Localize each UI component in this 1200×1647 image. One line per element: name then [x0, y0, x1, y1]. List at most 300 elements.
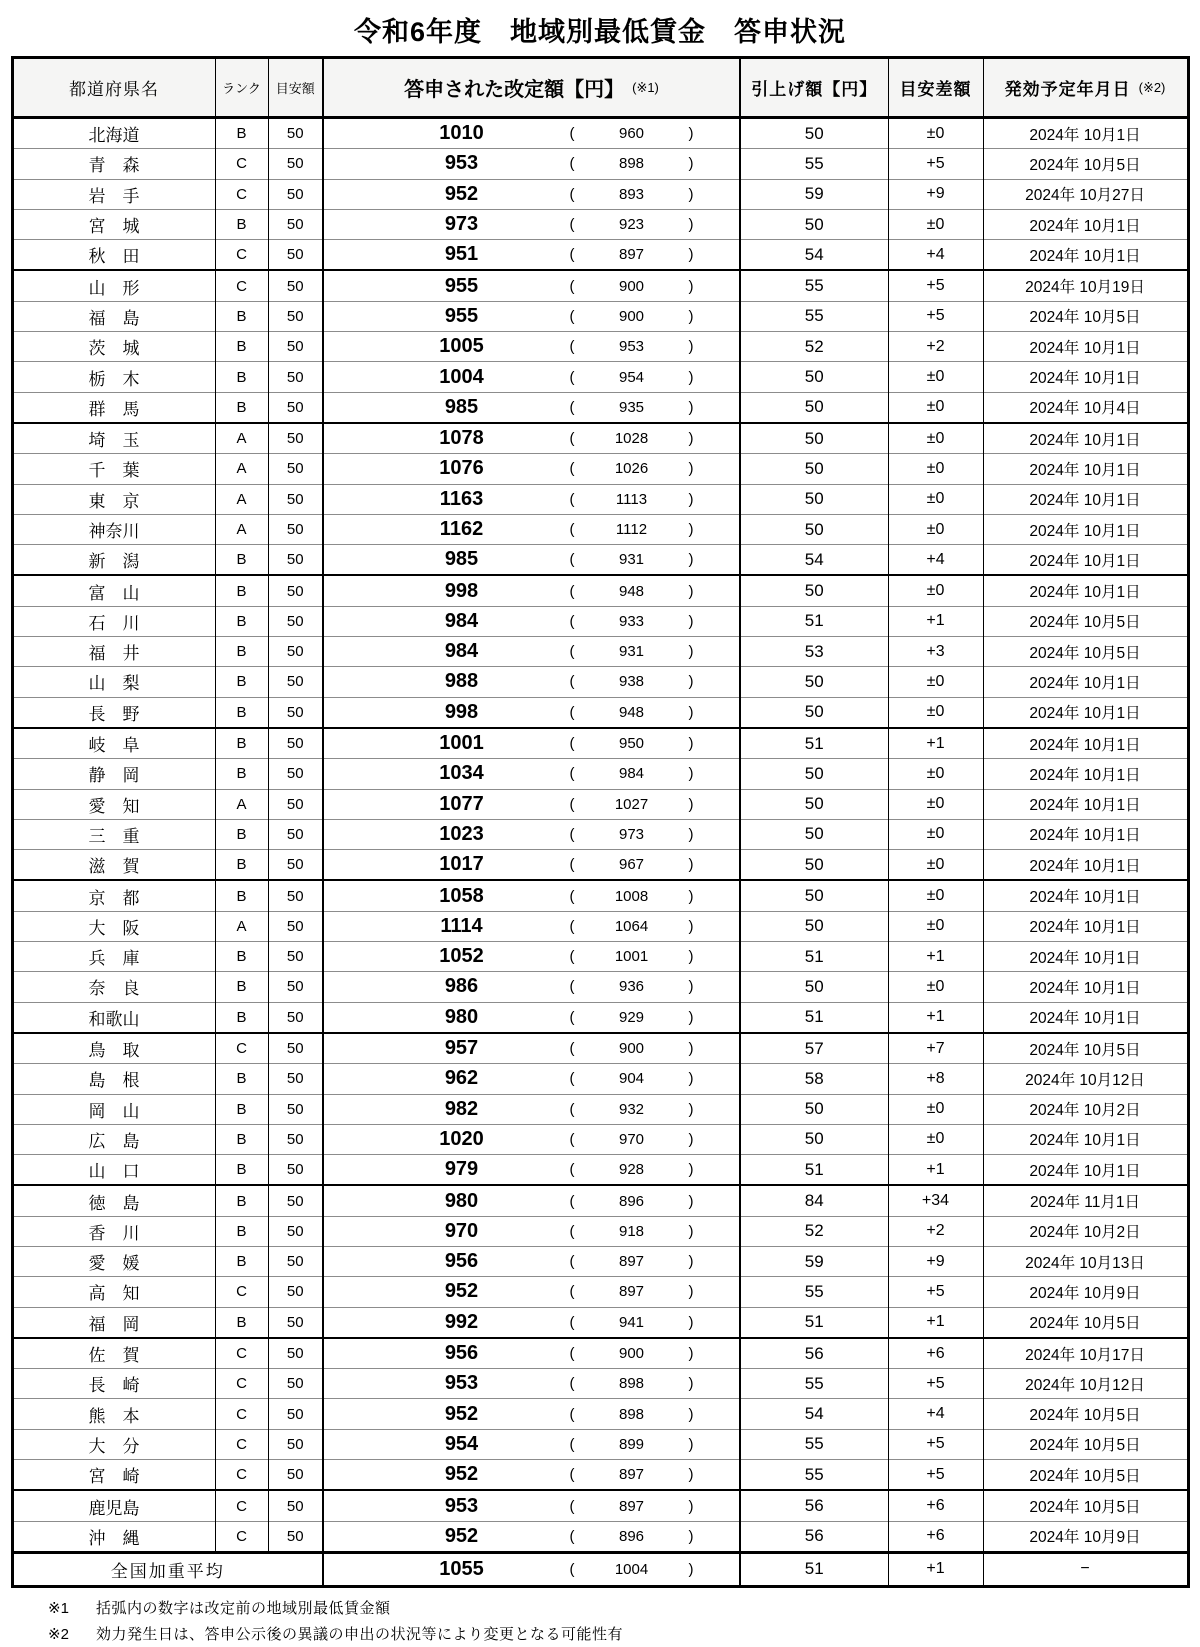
prefecture-name: 宮 城: [12, 209, 215, 239]
revised-old-amount: 893: [618, 185, 645, 203]
paren-close: ): [688, 185, 694, 203]
table-row: [12, 1216, 1188, 1246]
revised-old-amount-paren: [562, 1040, 702, 1057]
raise-amount: 55: [740, 1429, 888, 1459]
table-row: [12, 789, 1188, 819]
paren-close: ): [688, 735, 694, 753]
paren-open: (: [569, 1253, 575, 1271]
paren-open: (: [569, 246, 575, 264]
revised-old-amount-paren: [562, 643, 702, 660]
effective-date: 2024年 10月1日: [983, 484, 1188, 514]
paren-open: (: [569, 277, 575, 295]
paren-close: ): [688, 307, 694, 325]
paren-close: ): [688, 1192, 694, 1210]
guide-difference: +3: [888, 637, 983, 667]
prefecture-name: 和歌山: [12, 1002, 215, 1033]
raise-amount: 50: [740, 850, 888, 881]
prefecture-name: 東 京: [12, 484, 215, 514]
table-row: [12, 454, 1188, 484]
table-row: [12, 1521, 1188, 1552]
table-row: [12, 1094, 1188, 1124]
effective-date: 2024年 10月5日: [983, 149, 1188, 179]
guide-amount: 50: [268, 514, 323, 544]
guide-difference: ±0: [888, 209, 983, 239]
revised-old-amount-paren: [562, 735, 702, 752]
revised-new-amount: 998: [444, 700, 479, 723]
prefecture-name: 徳 島: [12, 1185, 215, 1216]
table-row: [12, 850, 1188, 881]
rank-value: B: [215, 850, 268, 881]
summary-effective-date: −: [983, 1552, 1188, 1586]
revised-old-amount: 928: [618, 1161, 645, 1179]
summary-label: 全国加重平均: [12, 1552, 323, 1586]
rank-value: B: [215, 1185, 268, 1216]
prefecture-name: 山 形: [12, 270, 215, 301]
revised-old-amount: 1008: [614, 887, 649, 905]
prefecture-name: 石 川: [12, 606, 215, 636]
raise-amount: 50: [740, 911, 888, 941]
table-row: [12, 1124, 1188, 1154]
guide-difference: +2: [888, 332, 983, 362]
guide-amount: 50: [268, 1490, 323, 1521]
table-row: [12, 759, 1188, 789]
guide-difference: +5: [888, 1460, 983, 1491]
paren-close: ): [688, 1222, 694, 1240]
raise-amount: 54: [740, 545, 888, 576]
paren-close: ): [688, 825, 694, 843]
guide-difference: +9: [888, 179, 983, 209]
guide-amount: 50: [268, 942, 323, 972]
paren-close: ): [688, 246, 694, 264]
table-row: [12, 1277, 1188, 1307]
raise-amount: 52: [740, 1216, 888, 1246]
col-header-diff: 目安差額: [888, 58, 983, 118]
revised-old-amount: 897: [618, 1497, 645, 1515]
col-header-effective-label: 発効予定年月日: [1004, 80, 1131, 99]
raise-amount: 50: [740, 392, 888, 423]
guide-amount: 50: [268, 1338, 323, 1369]
guide-amount: 50: [268, 1002, 323, 1033]
rank-value: B: [215, 972, 268, 1002]
revised-old-amount: 932: [618, 1100, 645, 1118]
revised-new-amount: 952: [444, 1402, 479, 1425]
guide-amount: 50: [268, 1064, 323, 1094]
revised-new-amount: 954: [444, 1432, 479, 1455]
prefecture-name: 愛 知: [12, 789, 215, 819]
paren-open: (: [569, 1222, 575, 1240]
raise-amount: 56: [740, 1338, 888, 1369]
summary-old-amount-paren: [562, 1561, 702, 1578]
revised-amount: [323, 301, 740, 331]
guide-amount: 50: [268, 819, 323, 849]
prefecture-name: 山 口: [12, 1155, 215, 1186]
paren-close: ): [688, 338, 694, 356]
revised-old-amount: 933: [618, 612, 645, 630]
revised-amount: [323, 1521, 740, 1552]
paren-close: ): [688, 856, 694, 874]
paren-open: (: [569, 125, 575, 143]
paren-open: (: [569, 1008, 575, 1026]
paren-close: ): [688, 1008, 694, 1026]
revised-amount: [323, 942, 740, 972]
rank-value: A: [215, 423, 268, 454]
revised-old-amount-paren: [562, 338, 702, 355]
paren-close: ): [688, 430, 694, 448]
revised-old-amount: 936: [618, 978, 645, 996]
table-row: [12, 392, 1188, 423]
rank-value: B: [215, 1094, 268, 1124]
guide-difference: ±0: [888, 759, 983, 789]
effective-date: 2024年 10月5日: [983, 1307, 1188, 1338]
revised-old-amount-paren: [562, 246, 702, 263]
guide-difference: ±0: [888, 819, 983, 849]
paren-open: (: [569, 1435, 575, 1453]
paren-close: ): [688, 490, 694, 508]
revised-old-amount-paren: [562, 1466, 702, 1483]
guide-difference: +7: [888, 1033, 983, 1064]
effective-date: 2024年 10月1日: [983, 118, 1188, 149]
revised-old-amount-paren: [562, 216, 702, 233]
paren-open: (: [569, 795, 575, 813]
col-header-prefecture: 都道府県名: [12, 58, 215, 118]
revised-new-amount: 953: [444, 152, 479, 175]
table-row: [12, 575, 1188, 606]
table-row: [12, 209, 1188, 239]
effective-date: 2024年 10月1日: [983, 545, 1188, 576]
guide-difference: +4: [888, 1399, 983, 1429]
raise-amount: 55: [740, 149, 888, 179]
revised-old-amount: 931: [618, 643, 645, 661]
effective-date: 2024年 10月12日: [983, 1369, 1188, 1399]
revised-old-amount: 967: [618, 856, 645, 874]
prefecture-name: 茨 城: [12, 332, 215, 362]
paren-close: ): [688, 1345, 694, 1363]
revised-amount: [323, 789, 740, 819]
guide-difference: +6: [888, 1338, 983, 1369]
paren-open: (: [569, 551, 575, 569]
revised-amount: [323, 1216, 740, 1246]
revised-old-amount: 970: [618, 1130, 645, 1148]
revised-old-amount: 973: [618, 825, 645, 843]
paren-open: (: [569, 1345, 575, 1363]
revised-amount: [323, 270, 740, 301]
revised-amount: [323, 484, 740, 514]
table-row: [12, 1429, 1188, 1459]
prefecture-name: 群 馬: [12, 392, 215, 423]
table-row: [12, 1002, 1188, 1033]
rank-value: C: [215, 179, 268, 209]
raise-amount: 55: [740, 1369, 888, 1399]
revised-amount: [323, 1033, 740, 1064]
guide-amount: 50: [268, 1216, 323, 1246]
guide-difference: ±0: [888, 697, 983, 728]
guide-amount: 50: [268, 545, 323, 576]
revised-amount: [323, 972, 740, 1002]
prefecture-name: 岩 手: [12, 179, 215, 209]
revised-old-amount: 898: [618, 1405, 645, 1423]
revised-old-amount-paren: [562, 1314, 702, 1331]
paren-open: (: [569, 673, 575, 691]
paren-open: (: [569, 430, 575, 448]
rank-value: B: [215, 332, 268, 362]
revised-old-amount: 897: [618, 1283, 645, 1301]
guide-difference: ±0: [888, 118, 983, 149]
guide-amount: 50: [268, 911, 323, 941]
prefecture-name: 京 都: [12, 880, 215, 911]
revised-old-amount: 984: [618, 765, 645, 783]
revised-amount: [323, 1460, 740, 1491]
paren-close: ): [688, 1560, 694, 1578]
paren-open: (: [569, 1560, 575, 1578]
paren-open: (: [569, 1375, 575, 1393]
revised-amount: [323, 1064, 740, 1094]
raise-amount: 55: [740, 1460, 888, 1491]
effective-date: 2024年 10月9日: [983, 1521, 1188, 1552]
paren-close: ): [688, 277, 694, 295]
raise-amount: 58: [740, 1064, 888, 1094]
revised-amount: [323, 149, 740, 179]
revised-old-amount: 900: [618, 277, 645, 295]
table-row: [12, 362, 1188, 392]
prefecture-name: 岐 阜: [12, 728, 215, 759]
raise-amount: 51: [740, 1155, 888, 1186]
guide-amount: 50: [268, 362, 323, 392]
paren-close: ): [688, 368, 694, 386]
effective-date: 2024年 10月1日: [983, 454, 1188, 484]
guide-amount: 50: [268, 179, 323, 209]
revised-old-amount-paren: [562, 1498, 702, 1515]
effective-date: 2024年 10月4日: [983, 392, 1188, 423]
raise-amount: 50: [740, 454, 888, 484]
rank-value: B: [215, 301, 268, 331]
guide-difference: +5: [888, 270, 983, 301]
guide-amount: 50: [268, 1155, 323, 1186]
guide-difference: +5: [888, 1369, 983, 1399]
revised-old-amount: 1001: [614, 948, 649, 966]
prefecture-name: 岡 山: [12, 1094, 215, 1124]
rank-value: B: [215, 1307, 268, 1338]
paren-close: ): [688, 673, 694, 691]
effective-date: 2024年 10月9日: [983, 1277, 1188, 1307]
table-row: [12, 1490, 1188, 1521]
paren-open: (: [569, 887, 575, 905]
guide-amount: 50: [268, 423, 323, 454]
revised-new-amount: 1078: [439, 427, 484, 450]
effective-date: 2024年 10月1日: [983, 911, 1188, 941]
revised-new-amount: 1076: [439, 457, 484, 480]
effective-date: 2024年 10月5日: [983, 1033, 1188, 1064]
revised-amount: [323, 1185, 740, 1216]
revised-old-amount: 1028: [614, 430, 649, 448]
paren-open: (: [569, 1497, 575, 1515]
table-row: [12, 179, 1188, 209]
effective-date: 2024年 10月1日: [983, 850, 1188, 881]
guide-difference: +1: [888, 1155, 983, 1186]
guide-difference: ±0: [888, 454, 983, 484]
paren-close: ): [688, 155, 694, 173]
guide-amount: 50: [268, 301, 323, 331]
revised-old-amount-paren: [562, 1528, 702, 1545]
table-row: [12, 423, 1188, 454]
revised-new-amount: 951: [444, 243, 479, 266]
revised-old-amount-paren: [562, 918, 702, 935]
rank-value: B: [215, 118, 268, 149]
rank-value: C: [215, 1338, 268, 1369]
revised-amount: [323, 1155, 740, 1186]
revised-old-amount: 931: [618, 551, 645, 569]
revised-amount: [323, 697, 740, 728]
footnote-2: [12, 1621, 1188, 1647]
raise-amount: 50: [740, 880, 888, 911]
rank-value: B: [215, 1064, 268, 1094]
table-row: [12, 1307, 1188, 1338]
guide-difference: +8: [888, 1064, 983, 1094]
rank-value: B: [215, 759, 268, 789]
effective-date: 2024年 10月1日: [983, 514, 1188, 544]
prefecture-name: 広 島: [12, 1124, 215, 1154]
guide-amount: 50: [268, 728, 323, 759]
paren-close: ): [688, 643, 694, 661]
paren-open: (: [569, 948, 575, 966]
guide-amount: 50: [268, 575, 323, 606]
prefecture-name: 青 森: [12, 149, 215, 179]
paren-close: ): [688, 1100, 694, 1118]
guide-difference: +5: [888, 1277, 983, 1307]
prefecture-name: 熊 本: [12, 1399, 215, 1429]
effective-date: 2024年 10月5日: [983, 606, 1188, 636]
revised-new-amount: 985: [444, 395, 479, 418]
effective-date: 2024年 10月5日: [983, 1399, 1188, 1429]
revised-new-amount: 1023: [439, 822, 484, 845]
guide-difference: ±0: [888, 789, 983, 819]
paren-close: ): [688, 1070, 694, 1088]
revised-old-amount: 900: [618, 1345, 645, 1363]
paren-open: (: [569, 398, 575, 416]
raise-amount: 50: [740, 118, 888, 149]
revised-old-amount-paren: [562, 308, 702, 325]
guide-difference: +9: [888, 1246, 983, 1276]
revised-new-amount: 952: [444, 1463, 479, 1486]
revised-old-amount: 941: [618, 1313, 645, 1331]
revised-new-amount: 984: [444, 640, 479, 663]
footnote-1-text: 括弧内の数字は改定前の地域別最低賃金額: [96, 1600, 391, 1618]
effective-date: 2024年 10月1日: [983, 667, 1188, 697]
table-row: [12, 667, 1188, 697]
revised-new-amount: 1005: [439, 335, 484, 358]
table-row: [12, 1064, 1188, 1094]
raise-amount: 55: [740, 301, 888, 331]
revised-new-amount: 1163: [439, 487, 484, 510]
revised-old-amount-paren: [562, 1375, 702, 1392]
guide-difference: ±0: [888, 1094, 983, 1124]
revised-new-amount: 956: [444, 1342, 479, 1365]
minimum-wage-table: [11, 56, 1190, 1588]
guide-difference: +2: [888, 1216, 983, 1246]
col-header-revised: [323, 58, 740, 118]
prefecture-name: 山 梨: [12, 667, 215, 697]
prefecture-name: 栃 木: [12, 362, 215, 392]
guide-difference: +6: [888, 1521, 983, 1552]
rank-value: B: [215, 697, 268, 728]
table-row: [12, 911, 1188, 941]
footnote-1-marker: ※1: [48, 1599, 69, 1617]
rank-value: B: [215, 667, 268, 697]
effective-date: 2024年 10月5日: [983, 1460, 1188, 1491]
revised-new-amount: 992: [444, 1310, 479, 1333]
table-row: [12, 1246, 1188, 1276]
table-row: [12, 332, 1188, 362]
revised-amount: [323, 1490, 740, 1521]
table-row: [12, 301, 1188, 331]
rank-value: A: [215, 789, 268, 819]
table-row: [12, 1185, 1188, 1216]
guide-difference: +5: [888, 301, 983, 331]
paren-close: ): [688, 612, 694, 630]
guide-amount: 50: [268, 1429, 323, 1459]
revised-amount: [323, 606, 740, 636]
paren-close: ): [688, 1405, 694, 1423]
guide-difference: ±0: [888, 880, 983, 911]
paren-close: ): [688, 1466, 694, 1484]
paren-open: (: [569, 185, 575, 203]
revised-amount: [323, 209, 740, 239]
paren-open: (: [569, 735, 575, 753]
revised-amount: [323, 392, 740, 423]
guide-difference: ±0: [888, 1124, 983, 1154]
raise-amount: 50: [740, 423, 888, 454]
revised-new-amount: 956: [444, 1250, 479, 1273]
table-row: [12, 942, 1188, 972]
paren-open: (: [569, 307, 575, 325]
guide-difference: ±0: [888, 362, 983, 392]
paren-open: (: [569, 917, 575, 935]
raise-amount: 50: [740, 667, 888, 697]
table-row: [12, 545, 1188, 576]
revised-amount: [323, 545, 740, 576]
table-row: [12, 118, 1188, 149]
rank-value: C: [215, 1277, 268, 1307]
paren-open: (: [569, 1192, 575, 1210]
prefecture-name: 沖 縄: [12, 1521, 215, 1552]
revised-new-amount: 984: [444, 609, 479, 632]
guide-amount: 50: [268, 1399, 323, 1429]
raise-amount: 59: [740, 179, 888, 209]
summary-new-amount: 1055: [439, 1557, 484, 1580]
raise-amount: 52: [740, 332, 888, 362]
table-body: [12, 118, 1188, 1553]
prefecture-name: 鳥 取: [12, 1033, 215, 1064]
paren-close: ): [688, 1161, 694, 1179]
revised-new-amount: 980: [444, 1005, 479, 1028]
revised-new-amount: 998: [444, 579, 479, 602]
revised-new-amount: 957: [444, 1037, 479, 1060]
rank-value: C: [215, 1429, 268, 1459]
revised-old-amount: 953: [618, 338, 645, 356]
revised-old-amount: 954: [618, 368, 645, 386]
revised-old-amount-paren: [562, 551, 702, 568]
guide-amount: 50: [268, 1460, 323, 1491]
guide-amount: 50: [268, 484, 323, 514]
prefecture-name: 佐 賀: [12, 1338, 215, 1369]
prefecture-name: 愛 媛: [12, 1246, 215, 1276]
paren-close: ): [688, 948, 694, 966]
effective-date: 2024年 10月1日: [983, 575, 1188, 606]
paren-open: (: [569, 1100, 575, 1118]
guide-difference: +6: [888, 1490, 983, 1521]
revised-amount: [323, 1124, 740, 1154]
prefecture-name: 香 川: [12, 1216, 215, 1246]
revised-amount: [323, 1246, 740, 1276]
